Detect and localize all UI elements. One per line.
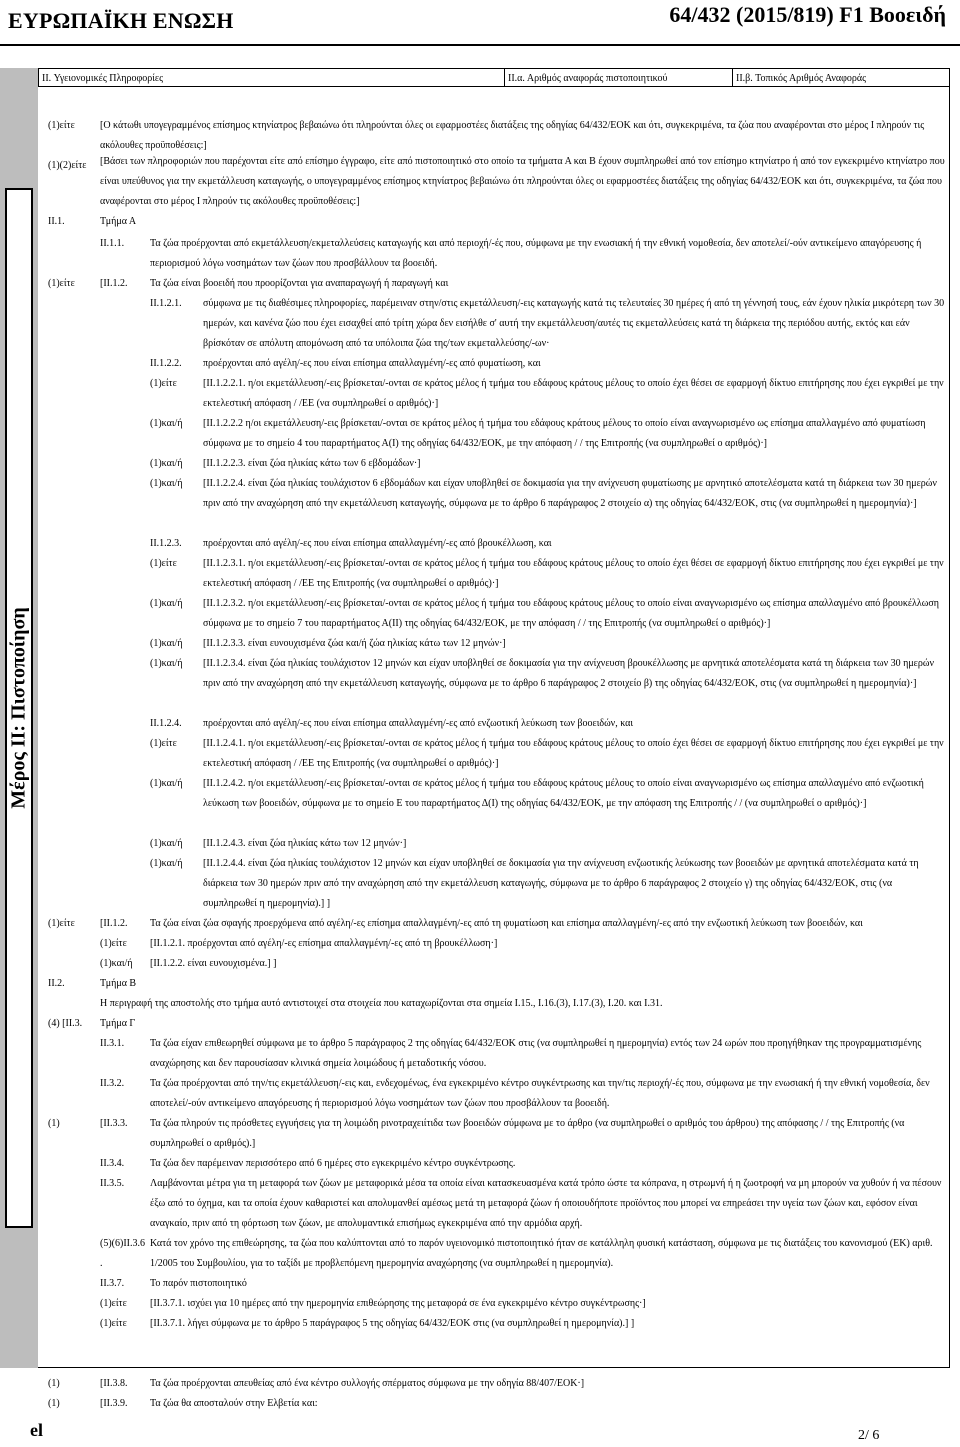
clause-text: [II.1.2.3.2. η/οι εκμετάλλευση/-εις βρίσκεται/-ονται σε κράτος μέλος ή τμήμα του εδάφους κράτους μέλους το οποίο είναι αναγνωρισμένο ως επίσημα απαλλαγμένο από βρουκέλλωση σύμφωνα με το σημείο 7 του παραρτήματος Α(ΙΙ) της οδηγίας 64/432/ΕΟΚ, με την απόφαση / / της Επιτροπής (να συμπληρωθεί ο αριθμός)·]: [203, 598, 939, 629]
clause-number: II.3.2.: [100, 1078, 125, 1089]
clause-text: Τα ζώα δεν παρέμειναν περισσότερο από 6 ημέρες στο εγκεκριμένο κέντρο συγκέντρωσης.: [150, 1158, 516, 1169]
sidebar-label-box: [5, 188, 33, 1228]
option-tag: (1)και/ή: [150, 658, 183, 669]
option-tag: (1)είτε: [100, 938, 127, 949]
sidebar-label: Μέρος ΙΙ: Πιστοποίηση: [7, 607, 30, 809]
clause-text: προέρχονται από αγέλη/-ες που είναι επίσημα απαλλαγμένη/-ες από βρουκέλλωση, και: [203, 538, 552, 549]
option-tag: (1)είτε: [150, 738, 177, 749]
clause-text: [II.1.2.4.3. είναι ζώα ηλικίας κάτω των 12 μηνών·]: [203, 838, 407, 849]
option-tag: (1)είτε: [48, 278, 75, 289]
clause-text: Τα ζώα θα αποσταλούν στην Ελβετία και:: [150, 1398, 318, 1409]
clause-number: II.3.5.: [100, 1178, 125, 1189]
option-tag: (1)και/ή: [150, 478, 183, 489]
option-tag: (1)και/ή: [150, 778, 183, 789]
clause-text: [II.3.7.1. ισχύει για 10 ημέρες από την ημερομηνία επιθεώρησης της μεταφορά σε ένα εγκεκριμένο κέντρο συγκέντρωσης·]: [150, 1298, 646, 1309]
clause-number: [II.3.9.: [100, 1398, 128, 1409]
clause-text: [II.1.2.3.1. η/οι εκμετάλλευση/-εις βρίσκεται/-ονται σε κράτος μέλος ή τμήμα του εδάφους κράτους μέλους το οποίο έχει θέσει σε εφαρμογή δίκτυο επιτήρησης που έχει εγκριθεί με την εκτελεστική απόφαση / /ΕΕ της Επιτροπής (να συμπληρωθεί ο αριθμός)·]: [203, 558, 944, 589]
clause-text: Κατά τον χρόνο της επιθεώρησης, τα ζώα που καλύπτονται από το παρόν υγειονομικό πιστοποιητικό ήταν σε κατάλληλη φυσική κατάσταση, σύμφωνα με τις διατάξεις του κανονισμού (ΕΚ) αριθ. 1/2005 του Συμβουλίου, για το ταξίδι με προβλεπόμενη ημερομηνία αναχώρησης (να συμπληρωθεί η ημερομηνία).: [150, 1238, 933, 1269]
option-tag: (1): [48, 1398, 60, 1409]
option-tag: (1)και/ή: [100, 958, 133, 969]
clause-number: (5)(6)II.3.6: [100, 1238, 145, 1249]
clause-number: II.1.1.: [100, 238, 125, 249]
clause-text: [II.1.2.2.4. είναι ζώα ηλικίας τουλάχιστον 6 εβδομάδων και είχαν υποβληθεί σε δοκιμασία για την ανίχνευση φυματίωσης με αρνητικό αποτελέσματα κατά τη διάρκεια των 30 ημερών πριν από την αναχώρηση από την εκμετάλλευση καταγωγής, σύμφωνα με το άρθρο 6 παράγραφος 2 στοιχείο α) της οδηγίας 64/432/ΕΟΚ, στις (να συμπληρωθεί η ημερομηνία)·]: [203, 478, 937, 509]
clause-text: [II.1.2.3.4. είναι ζώα ηλικίας τουλάχιστον 12 μηνών και είχαν υποβληθεί σε δοκιμασία για την ανίχνευση βρουκέλλωσης με αρνητικά αποτελέσματα κατά τη διάρκεια των 30 ημερών πριν από την αναχώρηση από την εκμετάλλευση καταγωγής, σύμφωνα με το άρθρο 6 παράγραφος 2 στοιχείο β) της οδηγίας 64/432/ΕΟΚ, στις (να συμπληρωθεί η ημερομηνία)·]: [203, 658, 934, 689]
section-title: Τμήμα Β: [100, 978, 137, 989]
clause-text: [II.1.2.4.4. είναι ζώα ηλικίας τουλάχιστον 12 μηνών και είχαν υποβληθεί σε δοκιμασία για την ανίχνευση ενζωοτικής λεύκωσης των βοοειδών με αρνητικά αποτελέσματα κατά τη διάρκεια των 30 ημερών πριν από την αναχώρηση από την εκμετάλλευση καταγωγής, σύμφωνα με το άρθρο 6 παράγραφος 2 στοιχείο γ) της οδηγίας 64/432/ΕΟΚ, στις (να συμπληρωθεί η ημερομηνία).] ]: [203, 858, 919, 909]
clause-text: προέρχονται από αγέλη/-ες που είναι επίσημα απαλλαγμένη/-ες από ενζωοτική λεύκωση των βοοειδών, και: [203, 718, 634, 729]
clause-text: Τα ζώα προέρχονται απευθείας από ένα κέντρο συλλογής σπέρματος σύμφωνα με την οδηγία 88/407/ΕΟΚ·]: [150, 1378, 585, 1389]
section-title: Τμήμα Α: [100, 216, 137, 227]
clause-text: προέρχονται από αγέλη/-ες που είναι επίσημα απαλλαγμένη/-ες από φυματίωση, και: [203, 358, 541, 369]
clause-number: [II.3.8.: [100, 1378, 128, 1389]
clause-text: Η περιγραφή της αποστολής στο τμήμα αυτό αντιστοιχεί στα στοιχεία που καταχωρίζονται στα σημεία I.15., I.16.(3), I.17.(3), I.20. και I.31.: [100, 998, 663, 1009]
clause-number: II.1.2.2.: [150, 358, 182, 369]
column-header-certificate-ref: II.α. Αριθμός αναφοράς πιστοποιητικού: [504, 68, 732, 87]
option-tag: (1)και/ή: [150, 598, 183, 609]
clause-text: Τα ζώα προέρχονται από εκμετάλλευση/εκμεταλλεύσεις καταγωγής και από περιοχή/-ές που, σύμφωνα με την ενωσιακή ή την εθνική νομοθεσία, δεν αποτελεί/-ούν αντικείμενο απαγόρευσης ή περιορισμού λόγω νοσημάτων των ζώων που προσβάλλουν τα βοοειδή.: [150, 238, 922, 269]
clause-number: II.3.7.: [100, 1278, 125, 1289]
column-header-health-info: II. Υγειονομικές Πληροφορίες: [38, 68, 504, 87]
column-header-local-ref: II.β. Τοπικός Αριθμός Αναφοράς: [732, 68, 950, 87]
option-tag: (1)και/ή: [150, 858, 183, 869]
page-number: 2/ 6: [858, 1428, 880, 1443]
clause-text: Τα ζώα είναι ζώα σφαγής προερχόμενα από αγέλη/-ες επίσημα απαλλαγμένη/-ες από τη φυματίωση και επίσημα απαλλαγμένη/-ες από την ενζωοτική λεύκωση των βοοειδών, και: [150, 918, 863, 929]
clause-number: [II.1.2.: [100, 918, 128, 929]
section-number: (4) [II.3.: [48, 1018, 83, 1029]
clause-number: II.1.2.4.: [150, 718, 182, 729]
section-number: II.2.: [48, 978, 65, 989]
section-title: Τμήμα Γ: [100, 1018, 136, 1029]
clause-text: Το παρόν πιστοποιητικό: [150, 1278, 247, 1289]
option-tag: (1): [48, 1118, 60, 1129]
sidebar: [0, 68, 38, 1368]
option-tag: (1): [48, 1378, 60, 1389]
option-tag: (1)είτε: [100, 1298, 127, 1309]
option-tag: (1)και/ή: [150, 458, 183, 469]
intro-p1-text: [Ο κάτωθι υπογεγραμμένος επίσημος κτηνίατρος βεβαιώνω ότι πληρούνται όλες οι εφαρμοστέες διατάξεις της οδηγίας 64/432/ΕΟΚ και ότι, συγκεκριμένα, τα ζώα που αναφέρονται στο μέρος Ι πληρούν τις ακόλουθες προϋποθέσεις:]: [100, 120, 925, 151]
clause-text: σύμφωνα με τις διαθέσιμες πληροφορίες, παρέμειναν στην/στις εκμετάλλευση/-εις καταγωγής κατά τις τελευταίες 30 ημέρες ή από τη γέννησή τους, εάν έχουν ηλικία μικρότερη των 30 ημερών, και κανένα ζώο που έχει εισαχθεί από τρίτη χώρα δεν εισήλθε σ' αυτή την εκμετάλλευση/αυτές τις εκμεταλλεύσεις κατά τη διάρκεια της περιόδου αυτής, εκτός και εάν βρίσκόταν σε απόλυτη απομόνωση από τα υπόλοιπα ζώα της/των εκμεταλλεύσης/-ων·: [203, 298, 945, 349]
option-tag: (1)και/ή: [150, 418, 183, 429]
intro-p1-tag: (1)είτε: [48, 120, 75, 131]
clause-text: [II.1.2.2.1. η/οι εκμετάλλευση/-εις βρίσκεται/-ονται σε κράτος μέλος ή τμήμα του εδάφους κράτους μέλους το οποίο έχει θέσει σε εφαρμογή δίκτυο επιτήρησης που έχει εγκριθεί με την εκτελεστική απόφαση / /ΕΕ (να συμπληρωθεί ο αριθμός)·]: [203, 378, 944, 409]
clause-text: [II.1.2.2.3. είναι ζώα ηλικίας κάτω των 6 εβδομάδων·]: [203, 458, 421, 469]
clause-continuation: .: [100, 1258, 103, 1269]
language-code: el: [30, 1420, 43, 1440]
clause-number: II.3.4.: [100, 1158, 125, 1169]
intro-p2-tag: (1)(2)είτε: [48, 160, 87, 171]
clause-text: [II.1.2.2.2 η/οι εκμετάλλευση/-εις βρίσκεται/-ονται σε κράτος μέλος ή τμήμα του εδάφους κράτους μέλους το οποίο είναι αναγνωρισμένο ως επίσημα απαλλαγμένο από φυματίωση σύμφωνα με το σημείο 4 του παραρτήματος Α(Ι) της οδηγίας 64/432/ΕΟΚ, με την απόφαση / / της Επιτροπής (να συμπληρωθεί ο αριθμός)·]: [203, 418, 926, 449]
clause-text: Λαμβάνονται μέτρα για τη μεταφορά των ζώων με μεταφορικά μέσα τα οποία είναι κατασκευασμένα κατά τρόπο ώστε τα κόπρανα, η στρωμνή ή η ζωοτροφή να μη μπορούν να χυθούν ή να πέσουν έξω από το όχημα, και τα οποία έχουν καθαριστεί και απολυμανθεί αμέσως μετά τη μεταφορά ζώων ή οποιουδήποτε προϊόντος που μπορεί να επηρεάσει την υγεία των ζώων και, εφόσον είναι αναγκαίο, πριν από τη φόρτωση των ζώων, με απολυμαντικά επισήμως εγκεκριμένα από την αρμόδια αρχή.: [150, 1178, 942, 1229]
option-tag: (1)είτε: [150, 378, 177, 389]
clause-number: [II.1.2.: [100, 278, 128, 289]
clause-text: Τα ζώα προέρχονται από την/τις εκμετάλλευση/-εις και, ενδεχομένως, ένα εγκεκριμένο κέντρο συγκέντρωσης και την/τις περιοχή/-ές που, σύμφωνα με την ενωσιακή ή την εθνική νομοθεσία, δεν αποτελεί/-ούν αντικείμενο απαγόρευσης ή περιορισμού λόγω νοσημάτων των ζώων που προσβάλλουν τα βοοειδή.: [150, 1078, 930, 1109]
section-number: II.1.: [48, 216, 65, 227]
clause-text: Τα ζώα είναι βοοειδή που προορίζονται για αναπαραγωγή ή παραγωγή και: [150, 278, 449, 289]
clause-number: II.1.2.1.: [150, 298, 182, 309]
option-tag: (1)είτε: [150, 558, 177, 569]
clause-number: II.1.2.3.: [150, 538, 182, 549]
certificate-code: 64/432 (2015/819) F1 Βοοειδή: [669, 2, 946, 27]
clause-text: [II.3.7.1. λήγει σύμφωνα με το άρθρο 5 παράγραφος 5 της οδηγίας 64/432/ΕΟΚ στις (να συμπληρωθεί η ημερομηνία).] ]: [150, 1318, 635, 1329]
option-tag: (1)και/ή: [150, 638, 183, 649]
option-tag: (1)και/ή: [150, 838, 183, 849]
clause-text: Τα ζώα είχαν επιθεωρηθεί σύμφωνα με το άρθρο 5 παράγραφος 2 της οδηγίας 64/432/ΕΟΚ στις (να συμπληρωθεί η ημερομηνία) εντός των 24 ωρών που προηγήθηκαν της προγραμματισμένης αναχώρησης και δεν παρουσίασαν κλινικά σημεία λοιμώδους ή μεταδοτικής νόσου.: [150, 1038, 922, 1069]
clause-number: II.3.1.: [100, 1038, 125, 1049]
clause-text: [II.1.2.4.2. η/οι εκμετάλλευση/-εις βρίσκεται/-ονται σε κράτος μέλος ή τμήμα του εδάφους κράτους μέλους το οποίο είναι αναγνωρισμένο ως επίσημα απαλλαγμένο από ενζωοτική λεύκωση των βοοειδών, σύμφωνα με το σημείο Ε του παραρτήματος Δ(Ι) της οδηγίας 64/432/ΕΟΚ, με την απόφαση της Επιτροπής / / (να συμπληρωθεί ο αριθμός)·]: [203, 778, 924, 809]
intro-p2-text: [Βάσει των πληροφοριών που παρέχονται είτε από επίσημο έγγραφο, είτε από πιστοποιητικό στο οποίο τα τμήματα Α και Β έχουν συμπληρωθεί από τον επίσημο κτηνίατρο ή από τον εγκεκριμένο κτηνίατρο που είναι υπεύθυνος για την εκμετάλλευση καταγωγής, ο υπογεγραμμένος επίσημος κτηνίατρος βεβαιώνω ότι πληρούνται όλες οι εφαρμοστέες διατάξεις της οδηγίας 64/432/ΕΟΚ και ότι, συγκεκριμένα, τα ζώα που αναφέρονται στο μέρος Ι πληρούν τις ακόλουθες προϋποθέσεις:]: [100, 156, 945, 207]
page-title-left: ΕΥΡΩΠΑΪΚΗ ΕΝΩΣΗ: [8, 8, 234, 33]
option-tag: (1)είτε: [48, 918, 75, 929]
clause-text: [II.1.2.1. προέρχονται από αγέλη/-ες επίσημα απαλλαγμένη/-ες από τη βρουκέλλωση·]: [150, 938, 498, 949]
clause-text: [II.1.2.3.3. είναι ευνουχισμένα ζώα και/ή ζώα ηλικίας κάτω των 12 μηνών·]: [203, 638, 506, 649]
header-divider: [0, 44, 960, 46]
clause-text: [II.1.2.4.1. η/οι εκμετάλλευση/-εις βρίσκεται/-ονται σε κράτος μέλος ή τμήμα του εδάφους κράτους μέλους το οποίο έχει θέσει σε εφαρμογή δίκτυο επιτήρησης που έχει εγκριθεί με την εκτελεστική απόφαση / /ΕΕ της Επιτροπής (να συμπληρωθεί ο αριθμός)·]: [203, 738, 944, 769]
clause-text: [II.1.2.2. είναι ευνουχισμένα.] ]: [150, 958, 277, 969]
clause-number: [II.3.3.: [100, 1118, 128, 1129]
option-tag: (1)είτε: [100, 1318, 127, 1329]
clause-text: Τα ζώα πληρούν τις πρόσθετες εγγυήσεις για τη λοιμώδη ρινοτραχειίτιδα των βοοειδών σύμφωνα με το άρθρο (να συμπληρωθεί ο αριθμός του άρθρου) της απόφασης / / της Επιτροπής (να συμπληρωθεί ο αριθμός).]: [150, 1118, 905, 1149]
